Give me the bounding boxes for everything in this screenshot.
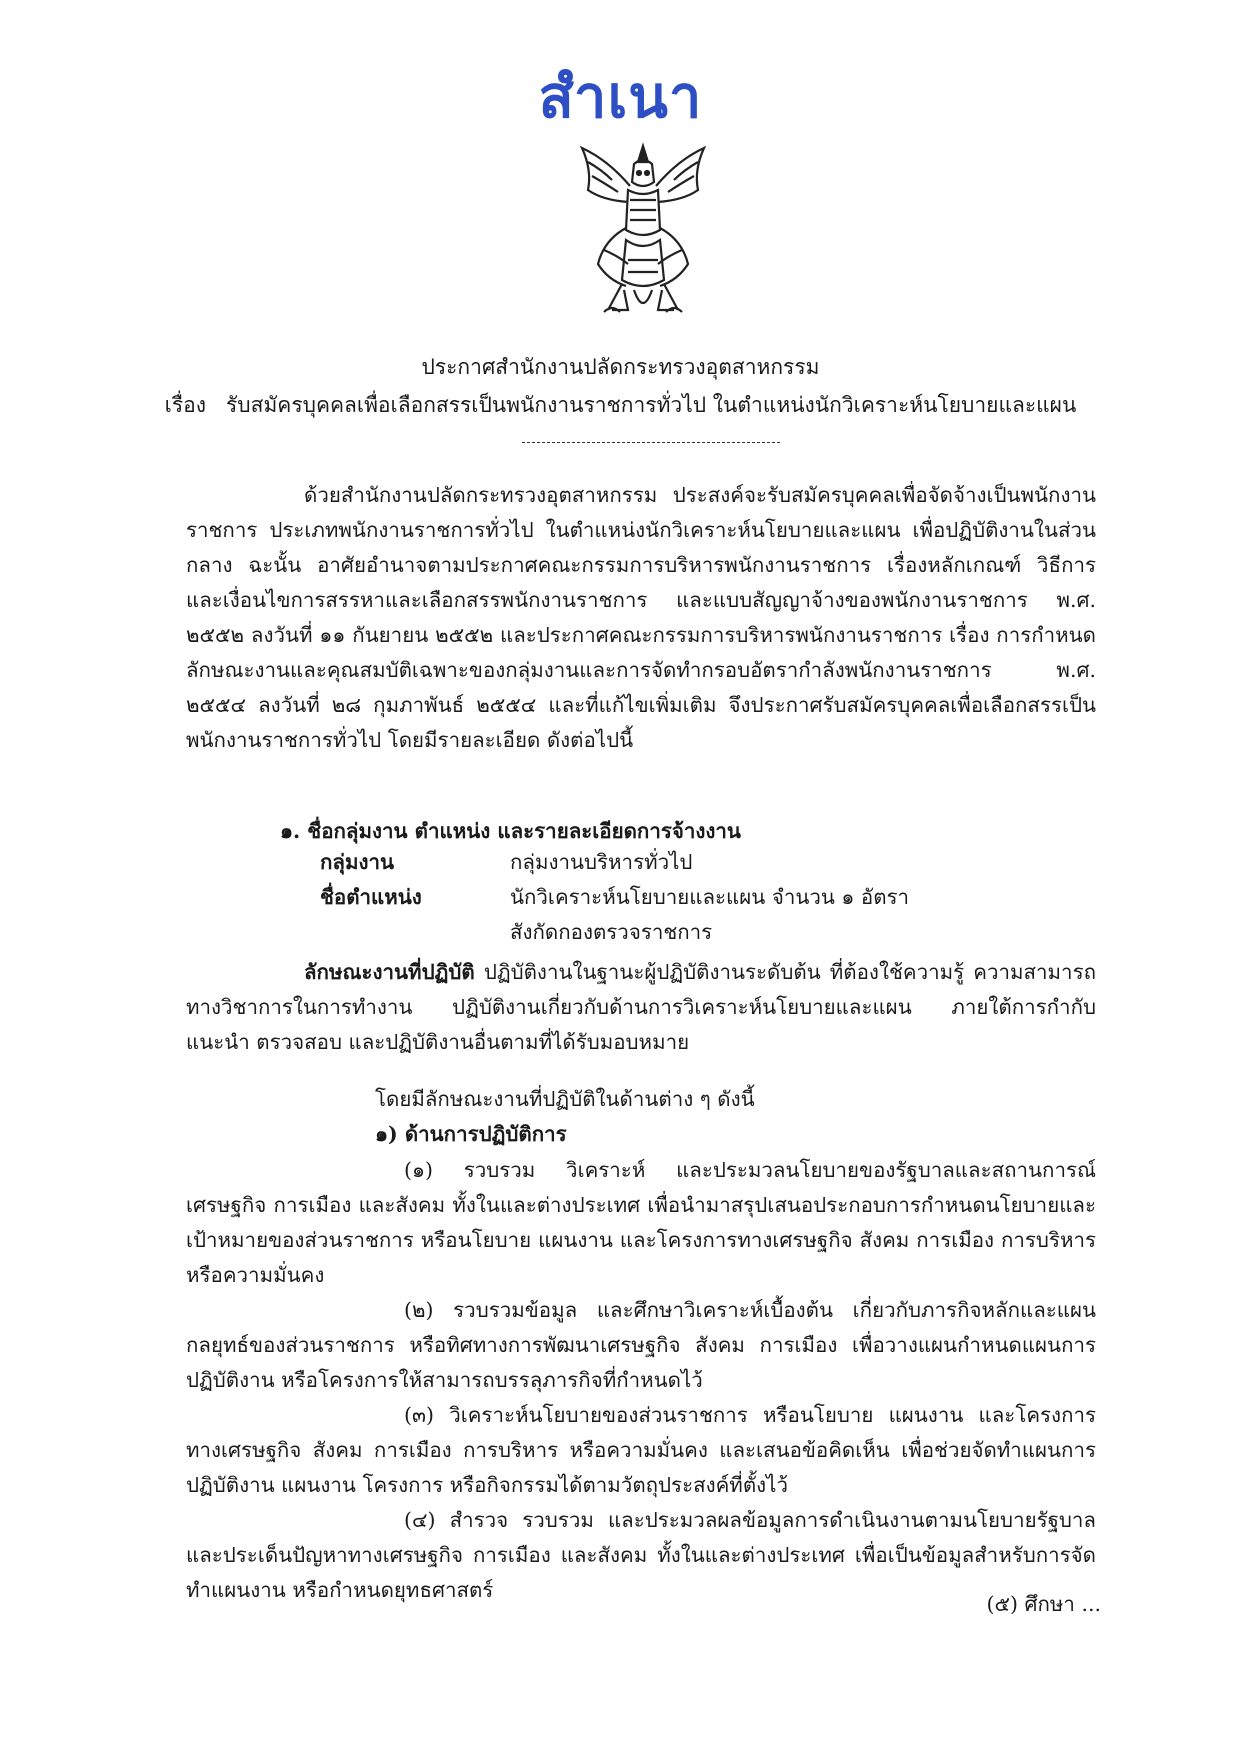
continuation-marker: (๕) ศึกษา ... [986,1592,1101,1616]
affiliation-value: สังกัดกองตรวจราชการ [510,920,713,944]
duty-item: (๑) รวบรวม วิเคราะห์ และประมวลนโยบายของรัฐบาลและสถานการณ์เศรษฐกิจ การเมือง และสังคม ทั้งในและต่างประเทศ เพื่อนำมาสรุปเสนอประกอบการกำหนดนโยบายและเป้าหมายของส่วนราชการ หรือนโยบาย แผนงาน และโครงการทางเศรษฐกิจ สังคม การเมือง การบริหาร หรือความมั่นคง [186,1158,1096,1287]
area-1-heading: ๑) ด้านการปฏิบัติการ [375,1122,567,1146]
affiliation-row [320,915,712,950]
position-row [320,880,909,915]
job-nature-label: ลักษณะงานที่ปฏิบัติ [304,960,475,984]
duty-item: (๒) รวบรวมข้อมูล และศึกษาวิเคราะห์เบื้องต้น เกี่ยวกับภารกิจหลักและแผนกลยุทธ์ของส่วนราชการ หรือทิศทางการพัฒนาเศรษฐกิจ สังคม การเมือง เพื่อวางแผนกำหนดแผนการปฏิบัติงาน หรือโครงการให้สามารถบรรลุภารกิจที่กำหนดไว้ [186,1298,1096,1392]
job-nature-text: ปฏิบัติงานในฐานะผู้ปฏิบัติงานระดับต้น ที่ต้องใช้ความรู้ ความสามารถทางวิชาการในการทำงาน ปฏิบัติงานเกี่ยวกับด้านการวิเคราะห์นโยบายและแผน ภายใต้การกำกับ แนะนำ ตรวจสอบ และปฏิบัติงานอื่นตามที่ได้รับมอบหมาย [186,960,1096,1054]
duty-item: (๔) สำรวจ รวบรวม และประมวลผลข้อมูลการดำเนินงานตามนโยบายรัฐบาลและประเด็นปัญหาทางเศรษฐกิจ การเมือง และสังคม ทั้งในและต่างประเทศ เพื่อเป็นข้อมูลสำหรับการจัดทำแผนงาน หรือกำหนดยุทธศาสตร์ [186,1508,1096,1602]
subject-label: เรื่อง [164,393,206,417]
duty-item: (๓) วิเคราะห์นโยบายของส่วนราชการ หรือนโยบาย แผนงาน และโครงการทางเศรษฐกิจ สังคม การเมือง การบริหาร หรือความมั่นคง และเสนอข้อคิดเห็น เพื่อช่วยจัดทำแผนการปฏิบัติงาน แผนงาน โครงการ หรือกิจกรรมได้ตามวัตถุประสงค์ที่ตั้งไว้ [186,1403,1096,1497]
duties-list [186,1153,1096,1608]
copy-stamp: สำเนา [538,63,703,131]
garuda-emblem-icon [568,140,718,322]
intro-text: ด้วยสำนักงานปลัดกระทรวงอุตสาหกรรม ประสงค์จะรับสมัครบุคคลเพื่อจัดจ้างเป็นพนักงานราชการ ประเภทพนักงานราชการทั่วไป ในตำแหน่งนักวิเคราะห์นโยบายและแผน เพื่อปฏิบัติงานในส่วนกลาง ฉะนั้น อาศัยอำนาจตามประกาศคณะกรรมการบริหารพนักงานราชการ เรื่องหลักเกณฑ์ วิธีการ และเงื่อนไขการสรรหาและเลือกสรรพนักงานราชการ และแบบสัญญาจ้างของพนักงานราชการ พ.ศ. ๒๕๕๒ ลงวันที่ ๑๑ กันยายน ๒๕๕๒ และประกาศคณะกรรมการบริหารพนักงานราชการ เรื่อง การกำหนดลักษณะงานและคุณสมบัติเฉพาะของกลุ่มงานและการจัดทำกรอบอัตรากำลังพนักงานราชการ พ.ศ. ๒๕๕๔ ลงวันที่ ๒๘ กุมภาพันธ์ ๒๕๕๔ และที่แก้ไขเพิ่มเติม จึงประกาศรับสมัครบุคคลเพื่อเลือกสรรเป็นพนักงานราชการทั่วไป โดยมีรายละเอียด ดังต่อไปนี้ [186,483,1096,752]
group-label: กลุ่มงาน [320,850,395,874]
header-divider [522,442,780,443]
group-value: กลุ่มงานบริหารทั่วไป [510,850,693,874]
subject-text: รับสมัครบุคคลเพื่อเลือกสรรเป็นพนักงานราชการทั่วไป ในตำแหน่งนักวิเคราะห์นโยบายและแผน [226,393,1077,417]
areas-intro: โดยมีลักษณะงานที่ปฏิบัติในด้านต่าง ๆ ดังนี้ [375,1087,755,1111]
position-value: นักวิเคราะห์นโยบายและแผน จำนวน ๑ อัตรา [510,885,910,909]
announcement-header [0,348,1241,424]
announcement-subject [165,386,1077,424]
intro-paragraph [186,478,1096,758]
section-1-heading: ๑. ชื่อกลุ่มงาน ตำแหน่ง และรายละเอียดการจ้างงาน [280,819,741,843]
position-label: ชื่อตำแหน่ง [320,885,422,909]
announcement-title: ประกาศสำนักงานปลัดกระทรวงอุตสาหกรรม [421,355,820,379]
job-nature-paragraph [186,955,1096,1060]
group-row [320,845,692,880]
